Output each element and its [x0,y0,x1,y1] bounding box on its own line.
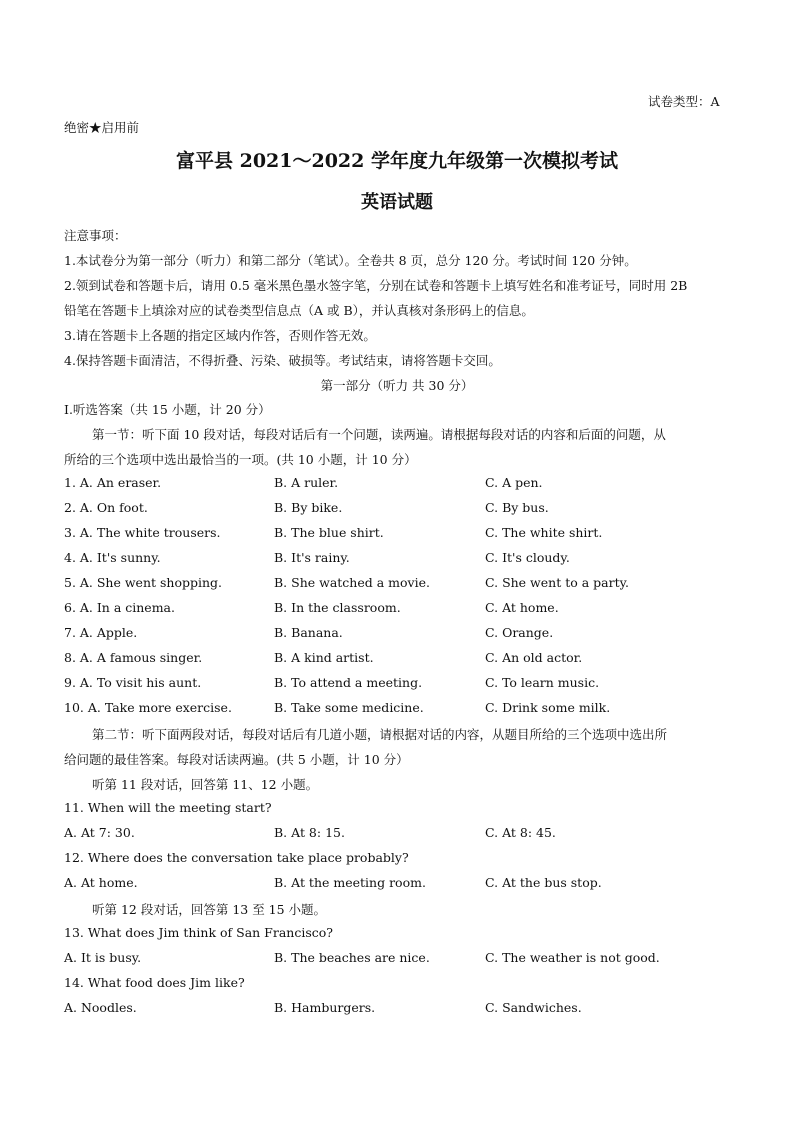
q14-option-a: A. Noodles. [64,1000,137,1015]
q2-option-c: C. By bus. [485,500,549,515]
q13-option-a: A. It is busy. [64,950,142,965]
q10-option-c: C. Drink some milk. [485,700,611,715]
section1-instruction-cont: 所给的三个选项中选出最恰当的一项。(共 10 小题，计 10 分） [64,452,417,467]
q10-option-b: B. Take some medicine. [274,700,424,715]
dialog11-intro: 听第 11 段对话，回答第 11、12 小题。 [92,777,319,792]
q8-option-a: 8. A. A famous singer. [64,650,203,665]
notes-item-3: 3.请在答题卡上各题的指定区域内作答，否则作答无效。 [64,328,376,343]
q13-option-b: B. The beaches are nice. [274,950,430,965]
q1-option-c: C. A pen. [485,475,543,490]
q11-stem: 11. When will the meeting start? [64,800,272,815]
exam-subtitle: 英语试题 [361,192,433,213]
notes-item-4: 4.保持答题卡面清洁，不得折叠、污染、破损等。考试结束，请将答题卡交回。 [64,353,501,368]
q3-option-b: B. The blue shirt. [274,525,384,540]
q14-option-b: B. Hamburgers. [274,1000,376,1015]
section1-instruction: 第一节：听下面 10 段对话，每段对话后有一个问题，读两遍。请根据每段对话的内容和后面的问题，从 [92,427,666,442]
part1-heading: 第一部分（听力 共 30 分） [320,378,474,393]
q5-option-a: 5. A. She went shopping. [64,575,223,590]
exam-title: 富平县 2021～2022 学年度九年级第一次模拟考试 [176,150,618,172]
notes-item-1: 1.本试卷分为第一部分（听力）和第二部分（笔试）。全卷共 8 页，总分 120 分。考试时间 120 分钟。 [64,253,637,268]
dialog12-intro: 听第 12 段对话，回答第 13 至 15 小题。 [92,902,327,917]
q6-option-a: 6. A. In a cinema. [64,600,175,615]
notes-item-2: 2.领到试卷和答题卡后，请用 0.5 毫米黑色墨水签字笔，分别在试卷和答题卡上填写姓名和准考证号，同时用 2B [64,278,688,293]
q10-option-a: 10. A. Take more exercise. [64,700,232,715]
section2-instruction: 第二节：听下面两段对话，每段对话后有几道小题，请根据对话的内容，从题目所给的三个选项中选出所 [92,727,668,742]
q13-option-c: C. The weather is not good. [485,950,660,965]
q8-option-c: C. An old actor. [485,650,583,665]
q7-option-b: B. Banana. [274,625,343,640]
q14-stem: 14. What food does Jim like? [64,975,245,990]
q12-option-b: B. At the meeting room. [274,875,426,890]
notes-heading: 注意事项： [64,228,127,243]
q1-option-b: B. A ruler. [274,475,339,490]
q2-option-b: B. By bike. [274,500,343,515]
paper-type-label: 试卷类型：A [648,94,720,109]
q7-option-a: 7. A. Apple. [64,625,138,640]
q12-option-c: C. At the bus stop. [485,875,602,890]
q13-stem: 13. What does Jim think of San Francisco? [64,925,333,940]
section-i-heading: I.听选答案（共 15 小题，计 20 分） [64,402,271,417]
q9-option-b: B. To attend a meeting. [274,675,423,690]
q8-option-b: B. A kind artist. [274,650,374,665]
confidential-label: 绝密★启用前 [64,120,140,135]
q12-option-a: A. At home. [64,875,138,890]
q5-option-b: B. She watched a movie. [274,575,430,590]
q12-stem: 12. Where does the conversation take place probably? [64,850,409,865]
q14-option-c: C. Sandwiches. [485,1000,582,1015]
q2-option-a: 2. A. On foot. [64,500,148,515]
q3-option-c: C. The white shirt. [485,525,603,540]
q6-option-c: C. At home. [485,600,559,615]
q7-option-c: C. Orange. [485,625,554,640]
section2-instruction-cont: 给问题的最佳答案。每段对话读两遍。(共 5 小题，计 10 分） [64,752,409,767]
q4-option-a: 4. A. It's sunny. [64,550,161,565]
q5-option-c: C. She went to a party. [485,575,629,590]
notes-item-2-cont: 铅笔在答题卡上填涂对应的试卷类型信息点（A 或 B），并认真核对条形码上的信息。 [64,303,534,318]
q9-option-a: 9. A. To visit his aunt. [64,675,202,690]
q6-option-b: B. In the classroom. [274,600,401,615]
q4-option-c: C. It's cloudy. [485,550,570,565]
q4-option-b: B. It's rainy. [274,550,350,565]
q11-option-a: A. At 7: 30. [64,825,135,840]
q11-option-b: B. At 8: 15. [274,825,345,840]
q3-option-a: 3. A. The white trousers. [64,525,221,540]
q9-option-c: C. To learn music. [485,675,600,690]
q11-option-c: C. At 8: 45. [485,825,556,840]
q1-option-a: 1. A. An eraser. [64,475,162,490]
